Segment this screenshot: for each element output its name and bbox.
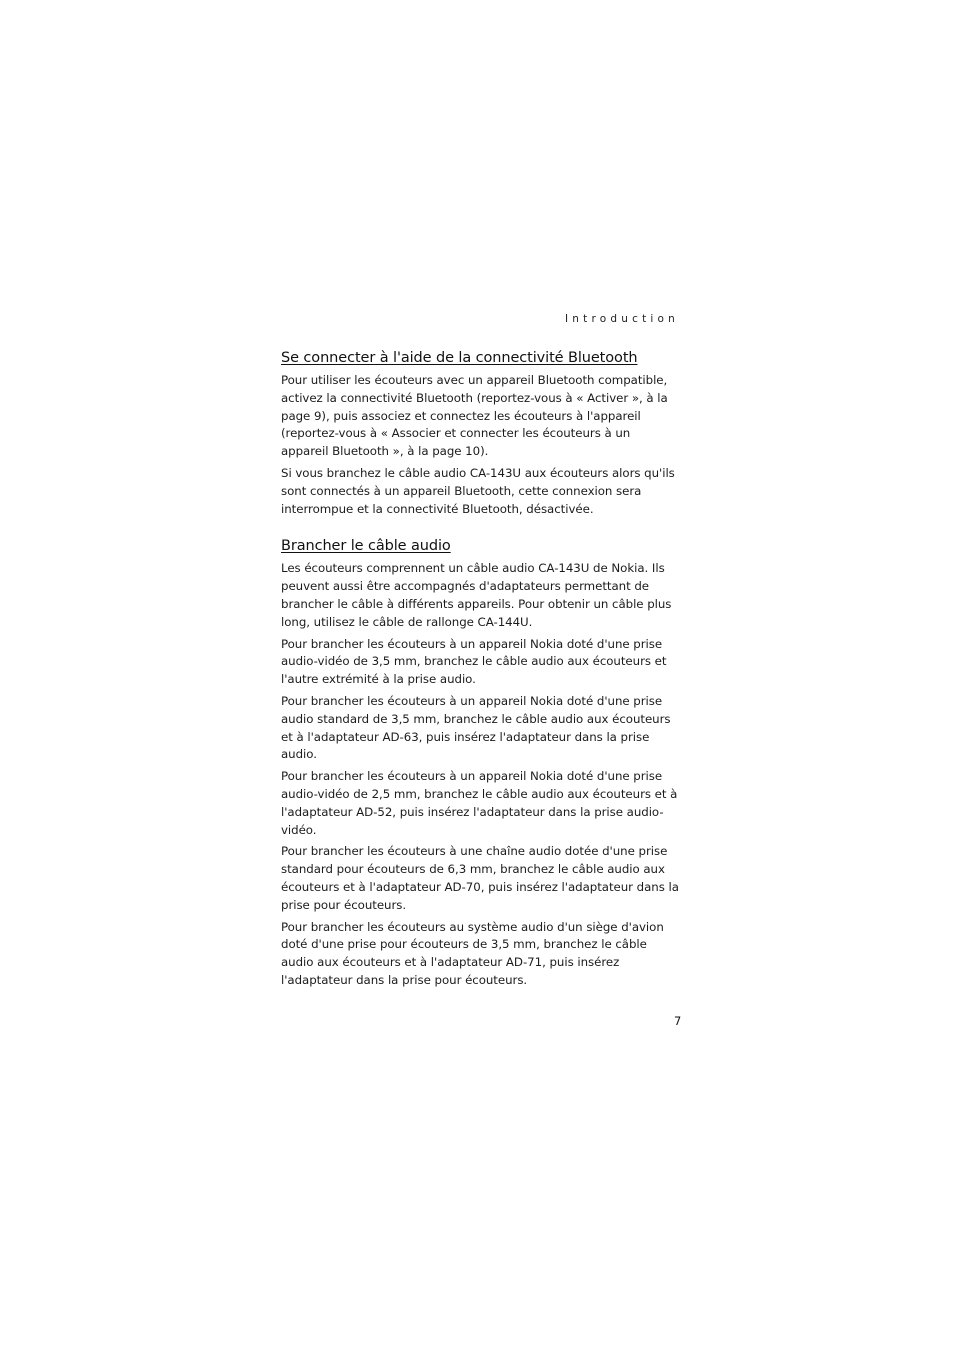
- paragraph: Pour brancher les écouteurs à une chaîne audio dotée d'une prise standard pour écouteurs de 6,3 mm, branchez le câble audio aux écouteurs et à l'adaptateur AD-70, puis insérez l'adaptateur dans la prise pour écouteurs.: [281, 844, 679, 912]
- paragraph: Pour brancher les écouteurs à un appareil Nokia doté d'une prise audio standard de 3,5 mm, branchez le câble audio aux écouteurs et à l'adaptateur AD-63, puis insérez l'adaptateur dans la prise audio.: [281, 693, 671, 762]
- section-title: Brancher le câble audio: [281, 538, 451, 555]
- paragraph: Si vous branchez le câble audio CA-143U aux écouteurs alors qu'ils sont connectés à un appareil Bluetooth, cette connexion sera interrompue et la connectivité Bluetooth, désactivée.: [281, 465, 675, 516]
- paragraph: Pour brancher les écouteurs au système audio d'un siège d'avion doté d'une prise pour écouteurs de 3,5 mm, branchez le câble audio aux écouteurs et à l'adaptateur AD-71, puis insérez l'adaptateur dans la prise pour écouteurs.: [281, 919, 664, 987]
- running-header: Introduction: [565, 313, 679, 325]
- paragraph: Les écouteurs comprennent un câble audio CA-143U de Nokia. Ils peuvent aussi être accompagnés d'adaptateurs permettant de brancher le câble à différents appareils. Pour obtenir un câble plus long, utilisez le câble de rallonge CA-144U.: [281, 561, 672, 629]
- section-title: Se connecter à l'aide de la connectivité Bluetooth: [281, 350, 638, 366]
- paragraph: Pour brancher les écouteurs à un appareil Nokia doté d'une prise audio-vidéo de 2,5 mm, branchez le câble audio aux écouteurs et à l'adaptateur AD-52, puis insérez l'adaptateur dans la prise audio-vidéo.: [281, 769, 678, 837]
- paragraph: Pour utiliser les écouteurs avec un appareil Bluetooth compatible, activez la connectivité Bluetooth (reportez-vous à « Activer », à la page 9), puis associez et connectez les écouteurs à l'appareil (reportez-vous à « Associer et connecter les écouteurs à un appareil Bluetooth », à la page 10).: [281, 373, 668, 459]
- page-body: [281, 348, 681, 994]
- section-bluetooth: [281, 348, 681, 518]
- section-audio-cable: [281, 536, 681, 989]
- page-number: 7: [674, 1014, 682, 1028]
- paragraph: Pour brancher les écouteurs à un appareil Nokia doté d'une prise audio-vidéo de 3,5 mm, branchez le câble audio aux écouteurs et l'autre extrémité à la prise audio.: [281, 636, 667, 687]
